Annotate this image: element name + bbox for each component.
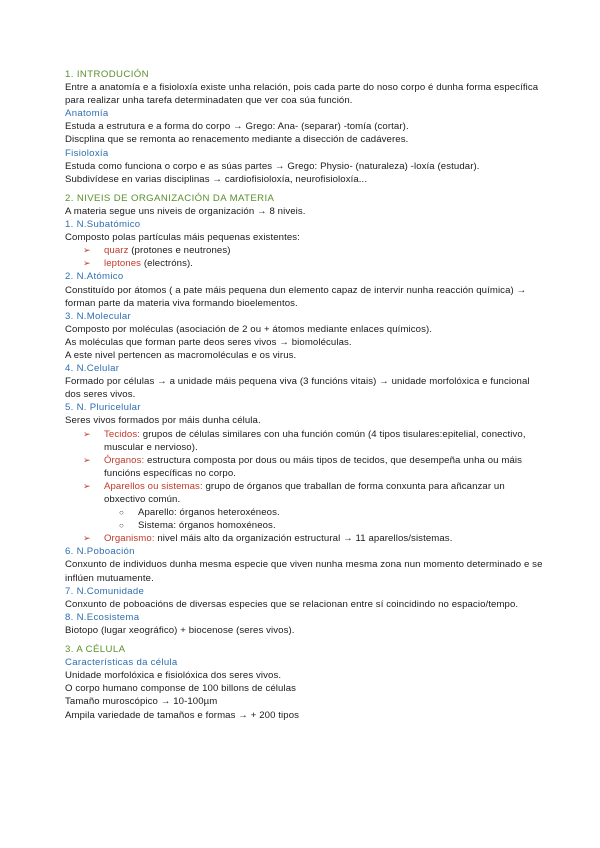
bullet-term: Organismo:: [104, 533, 155, 545]
arrow-bullet-icon: ➢: [83, 258, 91, 269]
bullet-text: (protones e neutrones): [128, 245, 231, 257]
arrow-bullet-icon: ➢: [83, 533, 91, 544]
circle-bullet-icon: ○: [119, 521, 124, 531]
bullet-term: Órganos:: [104, 454, 145, 466]
bullet-term: Aparellos ou sistemas:: [104, 480, 203, 492]
bullet-item: [65, 257, 545, 270]
bullet-item: [65, 480, 545, 506]
fisioloxia-line: Estuda como funciona o corpo e as súas partes → Grego: Physio- (naturaleza) -loxía (estudar).: [65, 160, 480, 172]
bullet-text: estructura composta por dous ou máis tipos de tecidos, que desempeña unha ou máis funcións específicas no corpo.: [104, 454, 523, 479]
subheading-anatomia: Anatomía: [65, 108, 109, 120]
subheading-atomico: 2. N.Atómico: [65, 271, 124, 283]
subheading-pluricelular: 5. N. Pluricelular: [65, 402, 141, 414]
subheading-poboacion: 6. N.Poboación: [65, 546, 135, 558]
subheading-comunidade: 7. N.Comunidade: [65, 585, 145, 597]
celula-line: Ampila variedade de tamaños e formas → + 200 tipos: [65, 709, 300, 721]
subheading-celular: 4. N.Celular: [65, 363, 120, 375]
bullet-text: (electróns).: [141, 258, 194, 270]
celula-line: Unidade morfolóxica e fisiolóxica dos seres vivos.: [65, 670, 282, 682]
bullet-text: grupo de órganos que traballan de forma conxunta para añcanzar un obxectivo común.: [104, 480, 505, 505]
comunidade-text: Conxunto de poboacións de diversas especies que se relacionan entre sí coincidindo no espacio/tempo.: [65, 598, 519, 610]
molecular-line: Composto por moléculas (asociación de 2 ou + átomos mediante enlaces químicos).: [65, 323, 433, 335]
section-heading-niveis: 2. NIVEIS DE ORGANIZACIÓN DA MATERIA: [65, 192, 275, 204]
subheading-subatomico: 1. N.Subatómico: [65, 219, 141, 231]
celula-line: O corpo humano componse de 100 billons de células: [65, 683, 297, 695]
subheading-fisioloxia: Fisioloxía: [65, 147, 109, 159]
ecosistema-text: Biotopo (lugar xeográfico) + biocenose (seres vivos).: [65, 624, 295, 636]
section-heading-celula: 3. A CÉLULA: [65, 644, 126, 656]
bullet-item: [65, 532, 545, 545]
document-page: [65, 68, 545, 722]
bullet-text: grupos de células similares con uha función común (4 tipos tisulares:epitelial, conectivo, muscular e nervioso).: [104, 428, 526, 453]
arrow-bullet-icon: ➢: [83, 480, 91, 491]
atomico-text: Constituído por átomos ( a pate máis pequena dun elemento capaz de intervir nunha reacción química) → forman parte da materia viva formando bioelementos.: [65, 284, 527, 309]
section-heading-introducion: 1. INTRODUCIÓN: [65, 69, 149, 80]
sub-bullet-text: Aparello: órganos heteroxéneos.: [138, 507, 280, 519]
subatomico-text: Composto polas partículas máis pequenas existentes:: [65, 232, 300, 244]
bullet-term: quarz: [104, 245, 129, 257]
arrow-bullet-icon: ➢: [83, 454, 91, 465]
bullet-term: leptones: [104, 258, 142, 270]
sub-bullet-item: [65, 519, 545, 532]
celula-line: Tamaño muroscópico → 10-100µm: [65, 696, 218, 708]
anatomia-line: Estuda a estrutura e a forma do corpo → Grego: Ana- (separar) -tomía (cortar).: [65, 121, 409, 133]
intro-paragraph: Entre a anatomía e a fisioloxía existe unha relación, pois cada parte do noso corpo é dunha forma específica para realizar unha tarefa determinadaten que ver coa súa función.: [65, 82, 539, 107]
sub-bullet-text: Sistema: órganos homoxéneos.: [138, 520, 276, 532]
bullet-term: Tecidos:: [104, 428, 140, 440]
arrow-bullet-icon: ➢: [83, 245, 91, 256]
circle-bullet-icon: ○: [119, 508, 124, 518]
fisioloxia-line: Subdivídese en varias disciplinas → cardiofisioloxía, neurofisioloxía...: [65, 173, 368, 185]
poboacion-text: Conxunto de individuos dunha mesma especie que viven nunha mesma zona nun momento determinado e se inflúen mutuamente.: [65, 559, 543, 584]
molecular-line: A este nivel pertencen as macromoléculas e os virus.: [65, 349, 297, 361]
bullet-item: [65, 428, 545, 454]
subheading-ecosistema: 8. N.Ecosistema: [65, 611, 140, 623]
sub-bullet-item: [65, 506, 545, 519]
pluricelular-text: Seres vivos formados por máis dunha célula.: [65, 415, 261, 427]
molecular-line: As moléculas que forman parte deos seres vivos → biomoléculas.: [65, 336, 352, 348]
anatomia-line: Discplina que se remonta ao renacemento mediante a disección de cadáveres.: [65, 134, 409, 146]
subheading-molecular: 3. N.Molecular: [65, 310, 132, 322]
subheading-caracteristicas: Características da célula: [65, 657, 178, 669]
bullet-item: [65, 454, 545, 480]
bullet-item: [65, 244, 545, 257]
celular-text: Formado por células → a unidade máis pequena viva (3 funcións vitais) → unidade morfolóxica e funcional dos seres vivos.: [65, 376, 530, 401]
niveis-intro: A materia segue uns niveis de organización → 8 niveis.: [65, 205, 306, 217]
bullet-text: nivel máis alto da organización estructural → 11 aparellos/sistemas.: [154, 533, 453, 545]
arrow-bullet-icon: ➢: [83, 428, 91, 439]
